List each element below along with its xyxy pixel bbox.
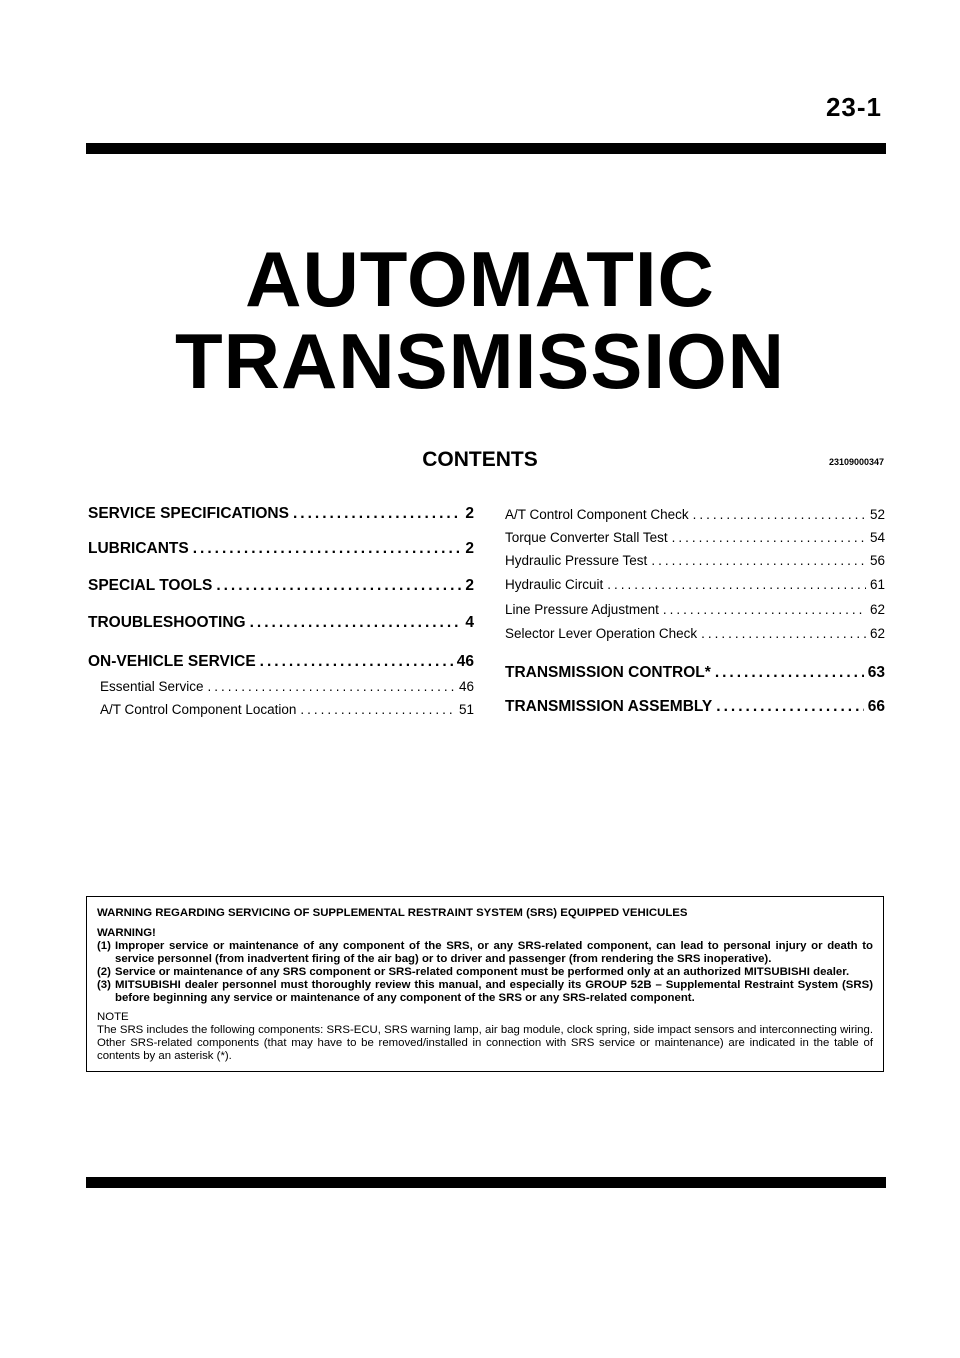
document-code: 23109000347 (828, 457, 884, 467)
warning-item-number: (3) (97, 979, 111, 991)
warning-item-text: Service or maintenance of any SRS component or SRS-related component must be performed only at an authorized MITSUBISHI dealer. (115, 966, 850, 978)
toc-label: Torque Converter Stall Test (505, 530, 668, 545)
toc-page: 62 (869, 626, 885, 641)
toc-leader (701, 626, 866, 641)
warning-item-text: Improper service or maintenance of any component of the SRS, or any SRS-related component, can lead to personal injury or death to service personnel (from inadvertent firing of the air bag) or to driver and passenger (from rendering the SRS inoperative). (115, 940, 873, 965)
toc-label: Hydraulic Circuit (505, 577, 604, 592)
toc-leader (715, 664, 864, 682)
srs-warning-box (86, 896, 884, 1072)
warning-item-number: (1) (97, 940, 111, 952)
toc-page: 46 (458, 679, 474, 694)
toc-page: 54 (869, 530, 885, 545)
toc-entry-at-control-component-check[interactable] (505, 507, 885, 522)
toc-label: TROUBLESHOOTING (88, 614, 246, 631)
toc-leader (663, 602, 866, 617)
warning-item (97, 940, 873, 966)
toc-entry-service-specifications[interactable] (88, 505, 474, 523)
toc-label: Essential Service (100, 679, 204, 694)
toc-entry-hydraulic-pressure-test[interactable] (505, 553, 885, 568)
toc-label: Hydraulic Pressure Test (505, 553, 648, 568)
toc-page: 63 (867, 664, 885, 681)
toc-leader (293, 505, 461, 523)
toc-leader (216, 577, 461, 595)
contents-heading: CONTENTS (422, 448, 538, 471)
note-label: NOTE (97, 1011, 129, 1023)
toc-label: TRANSMISSION CONTROL* (505, 664, 711, 681)
top-rule (86, 143, 886, 154)
toc-label: SPECIAL TOOLS (88, 577, 213, 594)
warning-heading: WARNING REGARDING SERVICING OF SUPPLEMENTAL RESTRAINT SYSTEM (SRS) EQUIPPED VEHICULES (97, 907, 688, 919)
warning-item-number: (2) (97, 966, 111, 978)
toc-entry-hydraulic-circuit[interactable] (505, 577, 885, 592)
toc-entry-torque-converter-stall-test[interactable] (505, 530, 885, 545)
toc-leader (300, 702, 455, 717)
toc-label: LUBRICANTS (88, 540, 189, 557)
toc-leader (250, 614, 462, 632)
toc-page: 2 (465, 577, 474, 594)
warning-item (97, 979, 873, 1005)
bottom-rule (86, 1177, 886, 1188)
title-line-1: AUTOMATIC (245, 235, 715, 323)
warning-label: WARNING! (97, 927, 156, 939)
warning-item-text: MITSUBISHI dealer personnel must thoroughly review this manual, and especially its GROUP 52B – Supplemental Restraint System (SRS) before beginning any service or maintenance of any component of the SRS or any SRS-related component. (115, 979, 873, 1004)
toc-page: 2 (465, 540, 474, 557)
toc-entry-lubricants[interactable] (88, 540, 474, 558)
toc-page: 62 (869, 602, 885, 617)
toc-leader (208, 679, 455, 694)
toc-label: Line Pressure Adjustment (505, 602, 659, 617)
page-number: 23-1 (825, 92, 882, 122)
title-line-2: TRANSMISSION (174, 317, 786, 405)
toc-entry-essential-service[interactable] (100, 679, 474, 694)
toc-page: 46 (456, 653, 474, 670)
toc-label: A/T Control Component Location (100, 702, 297, 717)
page-title (0, 235, 960, 405)
warning-item (97, 966, 873, 979)
toc-page: 66 (867, 698, 885, 715)
toc-entry-transmission-assembly[interactable] (505, 698, 885, 716)
toc-label: ON-VEHICLE SERVICE (88, 653, 256, 670)
toc-leader (672, 530, 866, 545)
toc-leader (651, 553, 866, 568)
toc-page: 2 (465, 505, 474, 522)
toc-page: 4 (465, 614, 474, 631)
toc-leader (607, 577, 866, 592)
toc-label: A/T Control Component Check (505, 507, 689, 522)
toc-page: 56 (869, 553, 885, 568)
toc-entry-transmission-control[interactable] (505, 664, 885, 682)
toc-leader (260, 653, 453, 671)
toc-leader (716, 698, 863, 716)
toc-page: 51 (458, 702, 474, 717)
toc-entry-at-control-component-location[interactable] (100, 702, 474, 717)
toc-leader (693, 507, 866, 522)
toc-leader (193, 540, 462, 558)
toc-entry-on-vehicle-service[interactable] (88, 653, 474, 671)
toc-label: Selector Lever Operation Check (505, 626, 698, 641)
toc-entry-selector-lever-operation-check[interactable] (505, 626, 885, 641)
note-text: The SRS includes the following components: SRS-ECU, SRS warning lamp, air bag module, clock spring, side impact sensors and interconnecting wiring. Other SRS-related components (that may have to be removed/installed in connection with SRS service or maintenance) are indicated in the table of contents by an asterisk (*). (97, 1024, 873, 1062)
toc-label: TRANSMISSION ASSEMBLY (505, 698, 713, 715)
toc-entry-line-pressure-adjustment[interactable] (505, 602, 885, 617)
toc-page: 52 (869, 507, 885, 522)
toc-page: 61 (869, 577, 885, 592)
toc-label: SERVICE SPECIFICATIONS (88, 505, 289, 522)
toc-entry-troubleshooting[interactable] (88, 614, 474, 632)
toc-entry-special-tools[interactable] (88, 577, 474, 595)
